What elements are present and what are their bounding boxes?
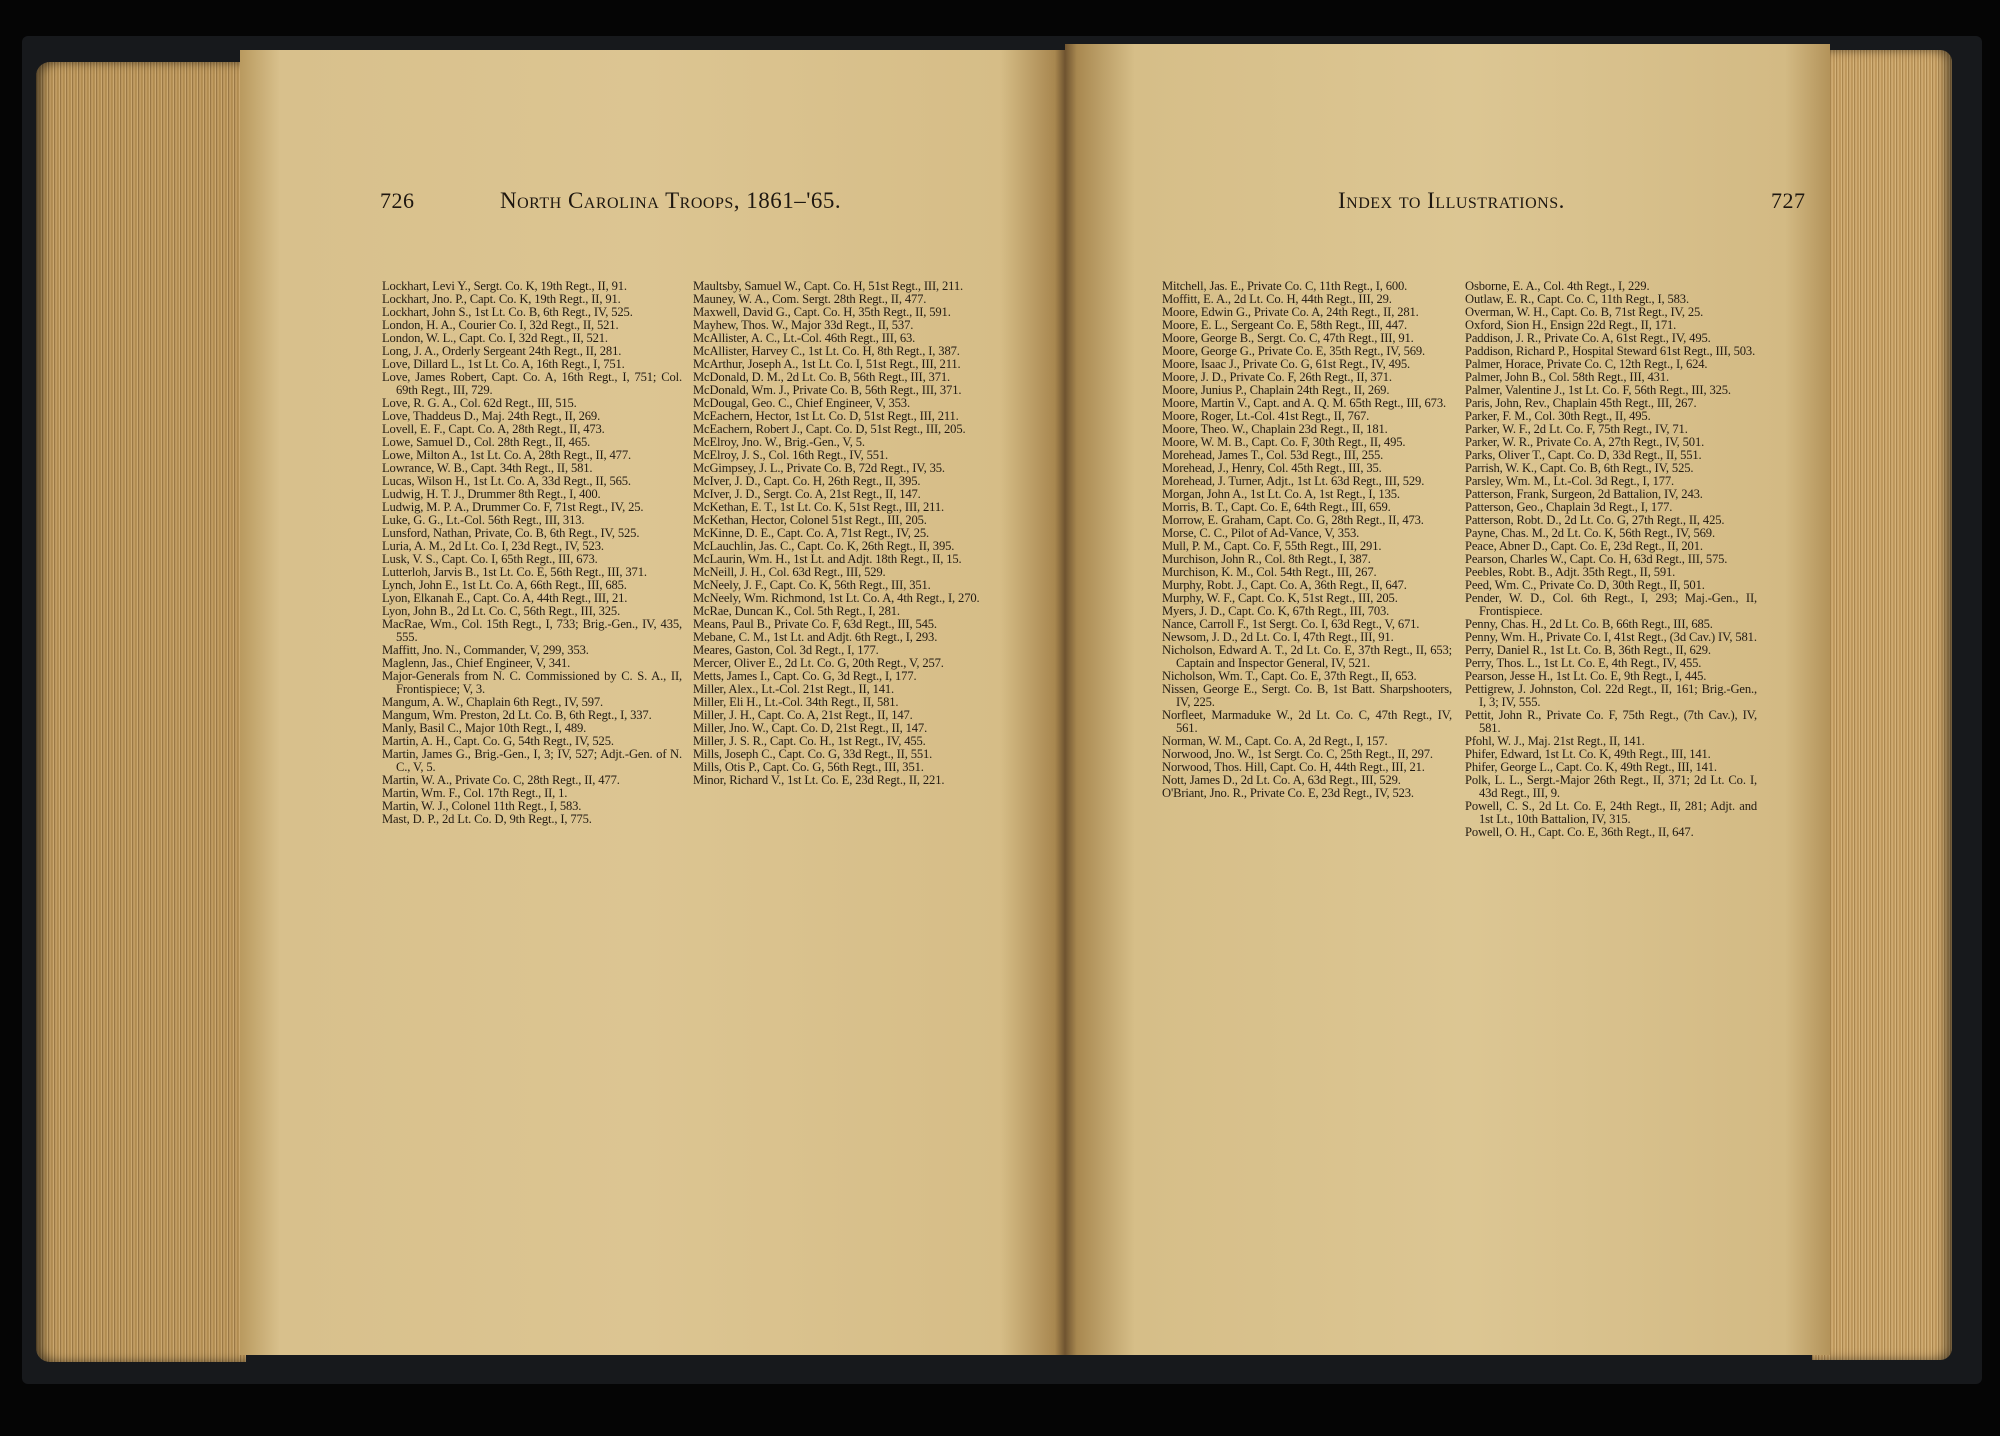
- index-entry: McIver, J. D., Capt. Co. H, 26th Regt., II, 395.: [693, 474, 921, 488]
- index-entry: Miller, Alex., Lt.-Col. 21st Regt., II, 141.: [693, 682, 895, 696]
- index-entry: McArthur, Joseph A., 1st Lt. Co. I, 51st Regt., III, 211.: [693, 357, 961, 371]
- index-entry: Love, Thaddeus D., Maj. 24th Regt., II, 269.: [382, 409, 601, 423]
- index-entry: McDonald, D. M., 2d Lt. Co. B, 56th Regt., III, 371.: [693, 370, 951, 384]
- index-entry: MacRae, Wm., Col. 15th Regt., I, 733; Brig.-Gen., IV, 435, 555.: [382, 617, 682, 644]
- index-entry: Moore, J. D., Private Co. F, 26th Regt., II, 371.: [1162, 370, 1392, 384]
- index-entry: Mebane, C. M., 1st Lt. and Adjt. 6th Regt., I, 293.: [693, 630, 938, 644]
- index-entry: Means, Paul B., Private Co. F, 63d Regt., III, 545.: [693, 617, 937, 631]
- index-entry: Mitchell, Jas. E., Private Co. C, 11th Regt., I, 600.: [1162, 279, 1408, 293]
- index-entry: Miller, Jno. W., Capt. Co. D, 21st Regt., II, 147.: [693, 721, 928, 735]
- index-entry: McKinne, D. E., Capt. Co. A, 71st Regt., IV, 25.: [693, 526, 930, 540]
- index-entry: McDonald, Wm. J., Private Co. B, 56th Regt., III, 371.: [693, 383, 962, 397]
- index-entry: Moore, George G., Private Co. E, 35th Regt., IV, 569.: [1162, 344, 1426, 358]
- index-entry: Moore, Theo. W., Chaplain 23d Regt., II, 181.: [1162, 422, 1388, 436]
- index-entry: Ludwig, M. P. A., Drummer Co. F, 71st Regt., IV, 25.: [382, 500, 644, 514]
- index-entry: Morgan, John A., 1st Lt. Co. A, 1st Regt., I, 135.: [1162, 487, 1400, 501]
- right-page-header: [1338, 188, 1818, 228]
- index-entry: McKethan, Hector, Colonel 51st Regt., III, 205.: [693, 513, 927, 527]
- index-entry: Lowrance, W. B., Capt. 34th Regt., II, 581.: [382, 461, 593, 475]
- index-entry: Moore, George B., Sergt. Co. C, 47th Regt., III, 91.: [1162, 331, 1414, 345]
- index-entry: Love, James Robert, Capt. Co. A, 16th Regt., I, 751; Col. 69th Regt., III, 729.: [382, 370, 682, 397]
- index-entry: Nissen, George E., Sergt. Co. B, 1st Batt. Sharpshooters, IV, 225.: [1162, 682, 1452, 709]
- index-entry: Miller, J. H., Capt. Co. A, 21st Regt., II, 147.: [693, 708, 913, 722]
- index-entry: Phifer, Edward, 1st Lt. Co. K, 49th Regt., III, 141.: [1465, 747, 1711, 761]
- index-entry: Polk, L. L., Sergt.-Major 26th Regt., II, 371; 2d Lt. Co. I, 43d Regt., III, 9.: [1465, 773, 1757, 800]
- page-edges-left: [36, 62, 246, 1362]
- index-entry: Osborne, E. A., Col. 4th Regt., I, 229.: [1465, 279, 1650, 293]
- index-entry: McAllister, Harvey C., 1st Lt. Co. H, 8th Regt., I, 387.: [693, 344, 960, 358]
- right-column-1: [1162, 280, 1452, 800]
- index-entry: Phifer, George L., Capt. Co. K, 49th Regt., III, 141.: [1465, 760, 1717, 774]
- index-entry: Lutterloh, Jarvis B., 1st Lt. Co. E, 56th Regt., III, 371.: [382, 565, 647, 579]
- index-entry: McEachern, Hector, 1st Lt. Co. D, 51st Regt., III, 211.: [693, 409, 959, 423]
- index-entry: Lockhart, Jno. P., Capt. Co. K, 19th Regt., II, 91.: [382, 292, 621, 306]
- index-entry: Ludwig, H. T. J., Drummer 8th Regt., I, 400.: [382, 487, 601, 501]
- index-entry: Paddison, J. R., Private Co. A, 61st Regt., IV, 495.: [1465, 331, 1711, 345]
- left-page-header: [380, 188, 1000, 228]
- index-entry: Outlaw, E. R., Capt. Co. C, 11th Regt., I, 583.: [1465, 292, 1689, 306]
- index-entry: Perry, Thos. L., 1st Lt. Co. E, 4th Regt., IV, 455.: [1465, 656, 1702, 670]
- index-entry: Moore, Edwin G., Private Co. A, 24th Regt., II, 281.: [1162, 305, 1419, 319]
- index-entry: Parsley, Wm. M., Lt.-Col. 3d Regt., I, 177.: [1465, 474, 1675, 488]
- index-entry: Maglenn, Jas., Chief Engineer, V, 341.: [382, 656, 571, 670]
- index-entry: Manly, Basil C., Major 10th Regt., I, 489.: [382, 721, 587, 735]
- index-entry: London, H. A., Courier Co. I, 32d Regt., II, 521.: [382, 318, 619, 332]
- index-entry: McGimpsey, J. L., Private Co. B, 72d Regt., IV, 35.: [693, 461, 945, 475]
- index-entry: Martin, W. J., Colonel 11th Regt., I, 583.: [382, 799, 582, 813]
- index-entry: Peed, Wm. C., Private Co. D, 30th Regt., II, 501.: [1465, 578, 1705, 592]
- index-entry: Martin, Wm. F., Col. 17th Regt., II, 1.: [382, 786, 568, 800]
- index-entry: Morehead, James T., Col. 53d Regt., III, 255.: [1162, 448, 1384, 462]
- index-entry: McDougal, Geo. C., Chief Engineer, V, 353.: [693, 396, 910, 410]
- index-entry: Nott, James D., 2d Lt. Co. A, 63d Regt., III, 529.: [1162, 773, 1401, 787]
- index-entry: McElroy, Jno. W., Brig.-Gen., V, 5.: [693, 435, 865, 449]
- index-entry: Lusk, V. S., Capt. Co. I, 65th Regt., III, 673.: [382, 552, 598, 566]
- index-entry: Mull, P. M., Capt. Co. F, 55th Regt., III, 291.: [1162, 539, 1382, 553]
- index-entry: Moore, E. L., Sergeant Co. E, 58th Regt., III, 447.: [1162, 318, 1408, 332]
- index-entry: London, W. L., Capt. Co. I, 32d Regt., II, 521.: [382, 331, 608, 345]
- index-entry: McLaurin, Wm. H., 1st Lt. and Adjt. 18th Regt., II, 15.: [693, 552, 962, 566]
- index-entry: McElroy, J. S., Col. 16th Regt., IV, 551.: [693, 448, 889, 462]
- index-entry: Perry, Daniel R., 1st Lt. Co. B, 36th Regt., II, 629.: [1465, 643, 1711, 657]
- page-edges-right: [1812, 50, 1952, 1360]
- index-entry: Mast, D. P., 2d Lt. Co. D, 9th Regt., I, 775.: [382, 812, 592, 826]
- index-entry: Maffitt, Jno. N., Commander, V, 299, 353.: [382, 643, 589, 657]
- index-entry: McNeely, J. F., Capt. Co. K, 56th Regt., III, 351.: [693, 578, 931, 592]
- index-entry: Maxwell, David G., Capt. Co. H, 35th Regt., II, 591.: [693, 305, 951, 319]
- index-entry: Lyon, John B., 2d Lt. Co. C, 56th Regt., III, 325.: [382, 604, 621, 618]
- index-entry: Paris, John, Rev., Chaplain 45th Regt., III, 267.: [1465, 396, 1697, 410]
- index-entry: Morrow, E. Graham, Capt. Co. G, 28th Regt., II, 473.: [1162, 513, 1424, 527]
- index-entry: Lucas, Wilson H., 1st Lt. Co. A, 33d Regt., II, 565.: [382, 474, 631, 488]
- index-entry: McNeely, Wm. Richmond, 1st Lt. Co. A, 4th Regt., I, 270.: [693, 591, 980, 605]
- index-entry: McAllister, A. C., Lt.-Col. 46th Regt., III, 63.: [693, 331, 916, 345]
- index-entry: Lunsford, Nathan, Private, Co. B, 6th Regt., IV, 525.: [382, 526, 640, 540]
- index-entry: McEachern, Robert J., Capt. Co. D, 51st Regt., III, 205.: [693, 422, 966, 436]
- index-entry: Palmer, Horace, Private Co. C, 12th Regt., I, 624.: [1465, 357, 1708, 371]
- index-entry: Parker, F. M., Col. 30th Regt., II, 495.: [1465, 409, 1651, 423]
- index-entry: Moore, Roger, Lt.-Col. 41st Regt., II, 767.: [1162, 409, 1370, 423]
- index-entry: McIver, J. D., Sergt. Co. A, 21st Regt., II, 147.: [693, 487, 921, 501]
- index-entry: Miller, Eli H., Lt.-Col. 34th Regt., II, 581.: [693, 695, 899, 709]
- index-entry: Pettit, John R., Private Co. F, 75th Regt., (7th Cav.), IV, 581.: [1465, 708, 1757, 735]
- right-page-number: 727: [1771, 188, 1806, 213]
- index-entry: Martin, A. H., Capt. Co. G, 54th Regt., IV, 525.: [382, 734, 614, 748]
- index-entry: McKethan, E. T., 1st Lt. Co. K, 51st Regt., III, 211.: [693, 500, 945, 514]
- index-entry: Mercer, Oliver E., 2d Lt. Co. G, 20th Regt., V, 257.: [693, 656, 944, 670]
- index-entry: Love, Dillard L., 1st Lt. Co. A, 16th Regt., I, 751.: [382, 357, 625, 371]
- index-entry: Norwood, Jno. W., 1st Sergt. Co. C, 25th Regt., II, 297.: [1162, 747, 1433, 761]
- index-entry: Powell, C. S., 2d Lt. Co. E, 24th Regt., II, 281; Adjt. and 1st Lt., 10th Battalion, IV, 315.: [1465, 799, 1757, 826]
- index-entry: Peebles, Robt. B., Adjt. 35th Regt., II, 591.: [1465, 565, 1676, 579]
- index-entry: Lowe, Milton A., 1st Lt. Co. A, 28th Regt., II, 477.: [382, 448, 631, 462]
- index-entry: Pearson, Charles W., Capt. Co. H, 63d Regt., III, 575.: [1465, 552, 1728, 566]
- left-column-2: [693, 280, 993, 787]
- index-entry: Maultsby, Samuel W., Capt. Co. H, 51st Regt., III, 211.: [693, 279, 963, 293]
- right-page: [1065, 44, 1830, 1355]
- index-entry: Morse, C. C., Pilot of Ad-Vance, V, 353.: [1162, 526, 1360, 540]
- index-entry: Pearson, Jesse H., 1st Lt. Co. E, 9th Regt., I, 445.: [1465, 669, 1707, 683]
- index-entry: Morehead, J. Turner, Adjt., 1st Lt. 63d Regt., III, 529.: [1162, 474, 1425, 488]
- index-entry: Lynch, John E., 1st Lt. Co. A, 66th Regt., III, 685.: [382, 578, 627, 592]
- index-entry: Luke, G. G., Lt.-Col. 56th Regt., III, 313.: [382, 513, 585, 527]
- index-entry: Nance, Carroll F., 1st Sergt. Co. I, 63d Regt., V, 671.: [1162, 617, 1420, 631]
- index-entry: Mangum, A. W., Chaplain 6th Regt., IV, 597.: [382, 695, 604, 709]
- index-entry: Lockhart, John S., 1st Lt. Co. B, 6th Regt., IV, 525.: [382, 305, 633, 319]
- index-entry: Lowe, Samuel D., Col. 28th Regt., II, 465.: [382, 435, 591, 449]
- index-entry: Morris, B. T., Capt. Co. E, 64th Regt., III, 659.: [1162, 500, 1391, 514]
- index-entry: Lovell, E. F., Capt. Co. A, 28th Regt., II, 473.: [382, 422, 605, 436]
- index-entry: Parks, Oliver T., Capt. Co. D, 33d Regt., II, 551.: [1465, 448, 1702, 462]
- index-entry: Nicholson, Edward A. T., 2d Lt. Co. E, 37th Regt., II, 653; Captain and Inspector General, IV, 521.: [1162, 643, 1452, 670]
- index-entry: Norfleet, Marmaduke W., 2d Lt. Co. C, 47th Regt., IV, 561.: [1162, 708, 1452, 735]
- index-entry: Patterson, Robt. D., 2d Lt. Co. G, 27th Regt., II, 425.: [1465, 513, 1725, 527]
- index-entry: Mangum, Wm. Preston, 2d Lt. Co. B, 6th Regt., I, 337.: [382, 708, 652, 722]
- index-entry: Major-Generals from N. C. Commissioned by C. S. A., II, Frontispiece; V, 3.: [382, 669, 682, 696]
- index-entry: Murchison, John R., Col. 8th Regt., I, 387.: [1162, 552, 1371, 566]
- index-entry: McRae, Duncan K., Col. 5th Regt., I, 281.: [693, 604, 900, 618]
- index-entry: Lockhart, Levi Y., Sergt. Co. K, 19th Regt., II, 91.: [382, 279, 627, 293]
- index-entry: Meares, Gaston, Col. 3d Regt., I, 177.: [693, 643, 879, 657]
- index-entry: Murphy, Robt. J., Capt. Co. A, 36th Regt., II, 647.: [1162, 578, 1407, 592]
- index-entry: Pfohl, W. J., Maj. 21st Regt., II, 141.: [1465, 734, 1645, 748]
- index-entry: Parrish, W. K., Capt. Co. B, 6th Regt., IV, 525.: [1465, 461, 1694, 475]
- right-running-title: Index to Illustrations.: [1338, 188, 1565, 213]
- index-entry: Murphy, W. F., Capt. Co. K, 51st Regt., III, 205.: [1162, 591, 1398, 605]
- index-entry: Moore, W. M. B., Capt. Co. F, 30th Regt., II, 495.: [1162, 435, 1406, 449]
- index-entry: Mills, Joseph C., Capt. Co. G, 33d Regt., II, 551.: [693, 747, 933, 761]
- index-entry: Penny, Wm. H., Private Co. I, 41st Regt., (3d Cav.) IV, 581.: [1465, 630, 1757, 644]
- index-entry: Pender, W. D., Col. 6th Regt., I, 293; Maj.-Gen., II, Frontispiece.: [1465, 591, 1757, 618]
- index-entry: Moore, Junius P., Chaplain 24th Regt., II, 269.: [1162, 383, 1390, 397]
- index-entry: Patterson, Frank, Surgeon, 2d Battalion, IV, 243.: [1465, 487, 1703, 501]
- index-entry: Newsom, J. D., 2d Lt. Co. I, 47th Regt., III, 91.: [1162, 630, 1394, 644]
- index-entry: Minor, Richard V., 1st Lt. Co. E, 23d Regt., II, 221.: [693, 773, 945, 787]
- index-entry: Myers, J. D., Capt. Co. K, 67th Regt., III, 703.: [1162, 604, 1390, 618]
- index-entry: McLauchlin, Jas. C., Capt. Co. K, 26th Regt., II, 395.: [693, 539, 955, 553]
- left-page-number: 726: [380, 188, 415, 213]
- index-entry: Paddison, Richard P., Hospital Steward 61st Regt., III, 503.: [1465, 344, 1756, 358]
- index-entry: O'Briant, Jno. R., Private Co. E, 23d Regt., IV, 523.: [1162, 786, 1414, 800]
- index-entry: Mayhew, Thos. W., Major 33d Regt., II, 537.: [693, 318, 914, 332]
- index-entry: Oxford, Sion H., Ensign 22d Regt., II, 171.: [1465, 318, 1677, 332]
- left-page: [240, 50, 1065, 1355]
- index-entry: Pettigrew, J. Johnston, Col. 22d Regt., II, 161; Brig.-Gen., I, 3; IV, 555.: [1465, 682, 1757, 709]
- right-column-2: [1465, 280, 1757, 839]
- index-entry: Mills, Otis P., Capt. Co. G, 56th Regt., III, 351.: [693, 760, 924, 774]
- index-entry: Love, R. G. A., Col. 62d Regt., III, 515.: [382, 396, 577, 410]
- index-entry: Patterson, Geo., Chaplain 3d Regt., I, 177.: [1465, 500, 1673, 514]
- index-entry: Lyon, Elkanah E., Capt. Co. A, 44th Regt., III, 21.: [382, 591, 628, 605]
- index-entry: Norwood, Thos. Hill, Capt. Co. H, 44th Regt., III, 21.: [1162, 760, 1425, 774]
- index-entry: Moffitt, E. A., 2d Lt. Co. H, 44th Regt., III, 29.: [1162, 292, 1392, 306]
- index-entry: Palmer, Valentine J., 1st Lt. Co. F, 56th Regt., III, 325.: [1465, 383, 1731, 397]
- index-entry: Mauney, W. A., Com. Sergt. 28th Regt., II, 477.: [693, 292, 927, 306]
- index-entry: Martin, W. A., Private Co. C, 28th Regt., II, 477.: [382, 773, 620, 787]
- index-entry: Moore, Isaac J., Private Co. G, 61st Regt., IV, 495.: [1162, 357, 1411, 371]
- index-entry: McNeill, J. H., Col. 63d Regt., III, 529.: [693, 565, 886, 579]
- index-entry: Palmer, John B., Col. 58th Regt., III, 431.: [1465, 370, 1669, 384]
- left-column-1: [382, 280, 682, 826]
- index-entry: Metts, James I., Capt. Co. G, 3d Regt., I, 177.: [693, 669, 917, 683]
- index-entry: Powell, O. H., Capt. Co. E, 36th Regt., II, 647.: [1465, 825, 1694, 839]
- index-entry: Nicholson, Wm. T., Capt. Co. E, 37th Regt., II, 653.: [1162, 669, 1417, 683]
- index-entry: Norman, W. M., Capt. Co. A, 2d Regt., I, 157.: [1162, 734, 1388, 748]
- left-running-title: North Carolina Troops, 1861–'65.: [500, 188, 842, 213]
- index-entry: Penny, Chas. H., 2d Lt. Co. B, 66th Regt., III, 685.: [1465, 617, 1713, 631]
- index-entry: Murchison, K. M., Col. 54th Regt., III, 267.: [1162, 565, 1377, 579]
- index-entry: Luria, A. M., 2d Lt. Co. I, 23d Regt., IV, 523.: [382, 539, 604, 553]
- index-entry: Peace, Abner D., Capt. Co. E, 23d Regt., II, 201.: [1465, 539, 1703, 553]
- index-entry: Parker, W. R., Private Co. A, 27th Regt., IV, 501.: [1465, 435, 1705, 449]
- index-entry: Morehead, J., Henry, Col. 45th Regt., III, 35.: [1162, 461, 1382, 475]
- index-entry: Parker, W. F., 2d Lt. Co. F, 75th Regt., IV, 71.: [1465, 422, 1688, 436]
- index-entry: Overman, W. H., Capt. Co. B, 71st Regt., IV, 25.: [1465, 305, 1704, 319]
- index-entry: Miller, J. S. R., Capt. Co. H., 1st Regt., IV, 455.: [693, 734, 926, 748]
- index-entry: Payne, Chas. M., 2d Lt. Co. K, 56th Regt., IV, 569.: [1465, 526, 1715, 540]
- index-entry: Martin, James G., Brig.-Gen., I, 3; IV, 527; Adjt.-Gen. of N. C., V, 5.: [382, 747, 682, 774]
- index-entry: Long, J. A., Orderly Sergeant 24th Regt., II, 281.: [382, 344, 622, 358]
- index-entry: Moore, Martin V., Capt. and A. Q. M. 65th Regt., III, 673.: [1162, 396, 1446, 410]
